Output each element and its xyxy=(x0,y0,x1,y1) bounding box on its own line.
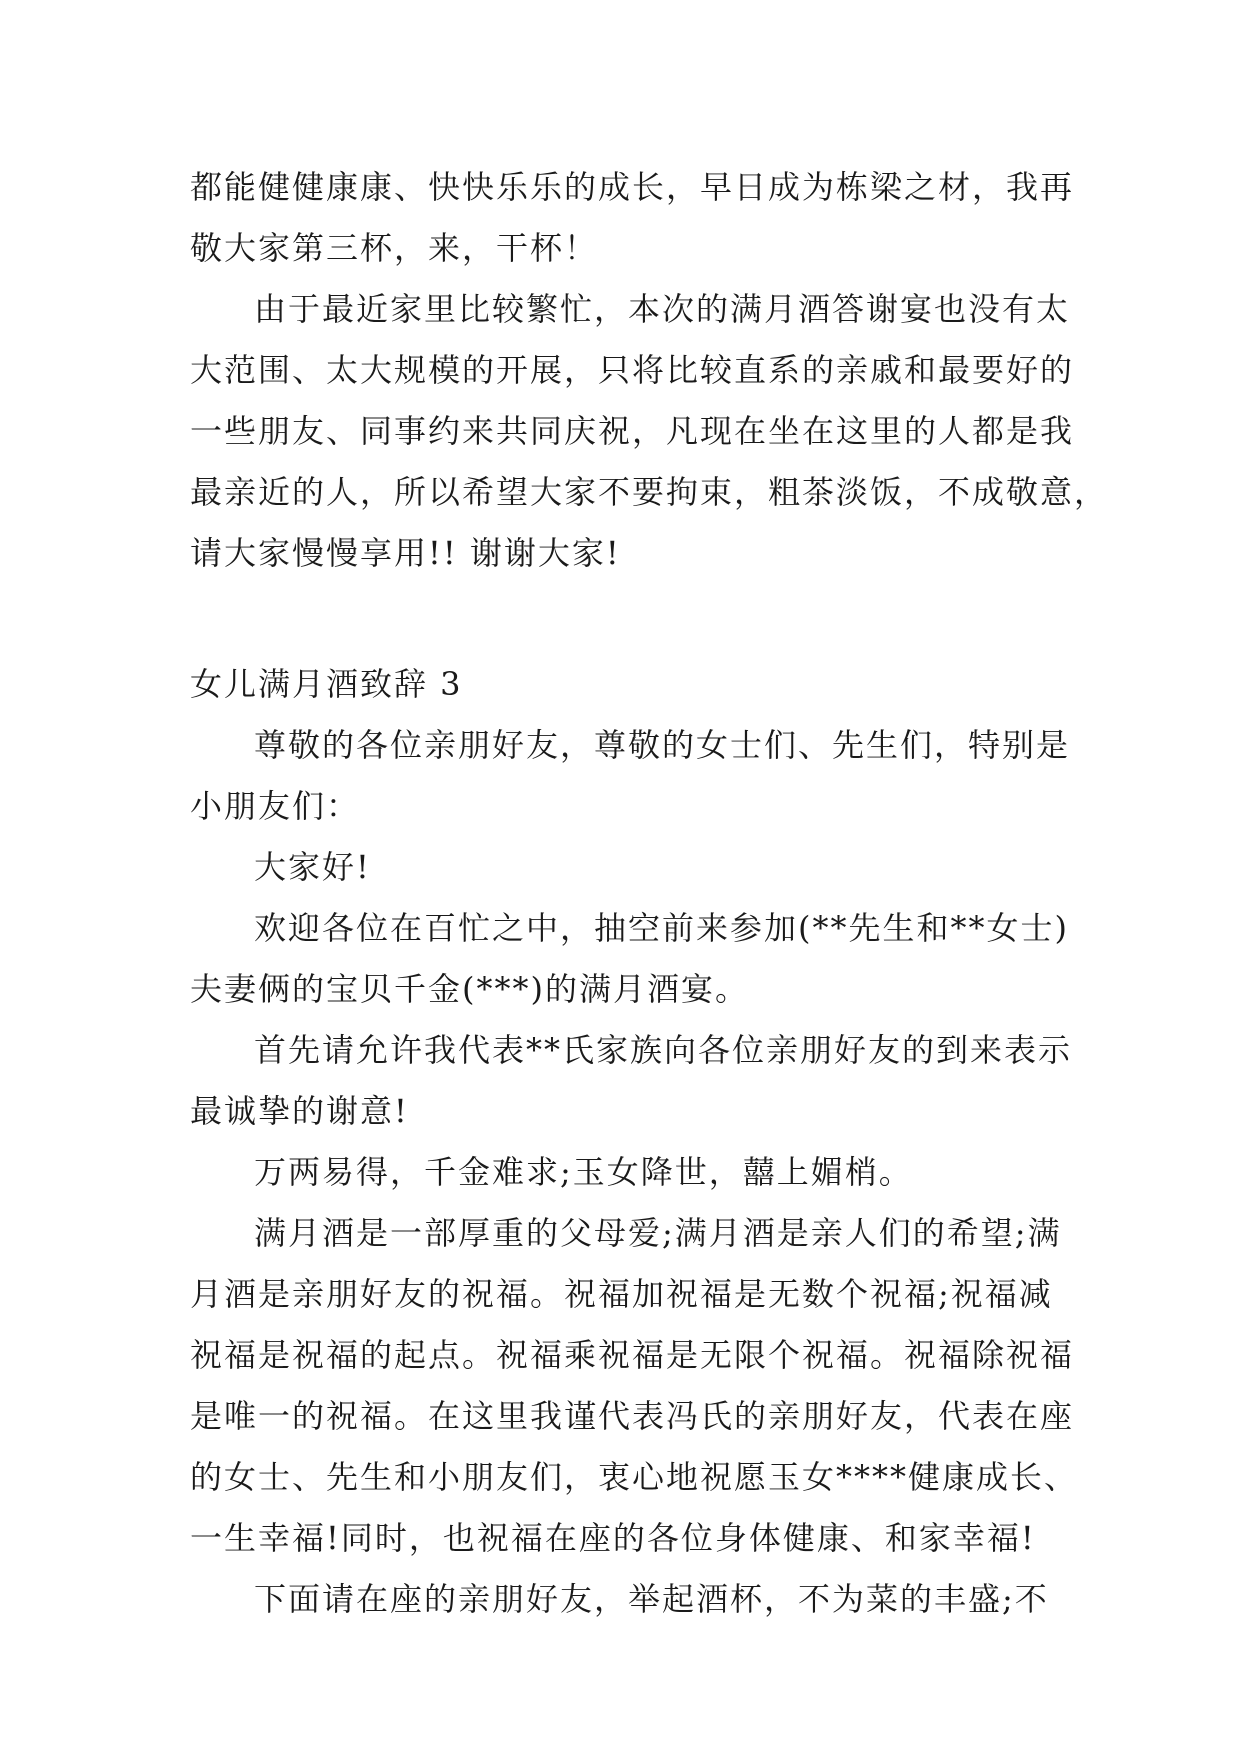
text-line: 大家好! xyxy=(254,848,371,886)
text-line: 首先请允许我代表**氏家族向各位亲朋好友的到来表示 xyxy=(254,1031,1073,1069)
text-line: 大范围、太大规模的开展，只将比较直系的亲戚和最要好的 xyxy=(190,351,1075,389)
text-line: 欢迎各位在百忙之中，抽空前来参加(**先生和**女士) xyxy=(254,909,1069,947)
text-line: 夫妻俩的宝贝千金(***)的满月酒宴。 xyxy=(190,970,749,1008)
text-line: 下面请在座的亲朋好友，举起酒杯，不为菜的丰盛;不 xyxy=(254,1580,1049,1618)
text-line: 一些朋友、同事约来共同庆祝，凡现在坐在这里的人都是我 xyxy=(190,412,1075,450)
text-line: 最亲近的人，所以希望大家不要拘束，粗茶淡饭，不成敬意， xyxy=(190,473,1109,511)
text-line: 小朋友们： xyxy=(190,787,361,825)
text-line: 的女士、先生和小朋友们，衷心地祝愿玉女****健康成长、 xyxy=(190,1458,1079,1496)
text-line: 祝福是祝福的起点。祝福乘祝福是无限个祝福。祝福除祝福 xyxy=(190,1336,1075,1374)
text-line: 一生幸福!同时，也祝福在座的各位身体健康、和家幸福! xyxy=(190,1519,1036,1557)
text-line: 满月酒是一部厚重的父母爱;满月酒是亲人们的希望;满 xyxy=(254,1214,1062,1252)
text-line: 都能健健康康、快快乐乐的成长，早日成为栋梁之材，我再 xyxy=(190,168,1075,206)
text-line: 是唯一的祝福。在这里我谨代表冯氏的亲朋好友，代表在座 xyxy=(190,1397,1075,1435)
text-line: 尊敬的各位亲朋好友，尊敬的女士们、先生们，特别是 xyxy=(254,726,1071,764)
document-body xyxy=(190,157,1109,1630)
text-line: 万两易得，千金难求;玉女降世，囍上媚梢。 xyxy=(254,1153,913,1191)
text-line: 由于最近家里比较繁忙，本次的满月酒答谢宴也没有太 xyxy=(254,290,1071,328)
section-gap xyxy=(190,584,1060,654)
text-line: 敬大家第三杯，来，干杯！ xyxy=(190,229,599,267)
text-line: 请大家慢慢享用!! 谢谢大家! xyxy=(190,534,621,572)
text-line: 最诚挚的谢意! xyxy=(190,1092,409,1130)
text-line: 月酒是亲朋好友的祝福。祝福加祝福是无数个祝福;祝福减 xyxy=(190,1275,1053,1313)
section-title: 女儿满月酒致辞 3 xyxy=(190,665,463,703)
